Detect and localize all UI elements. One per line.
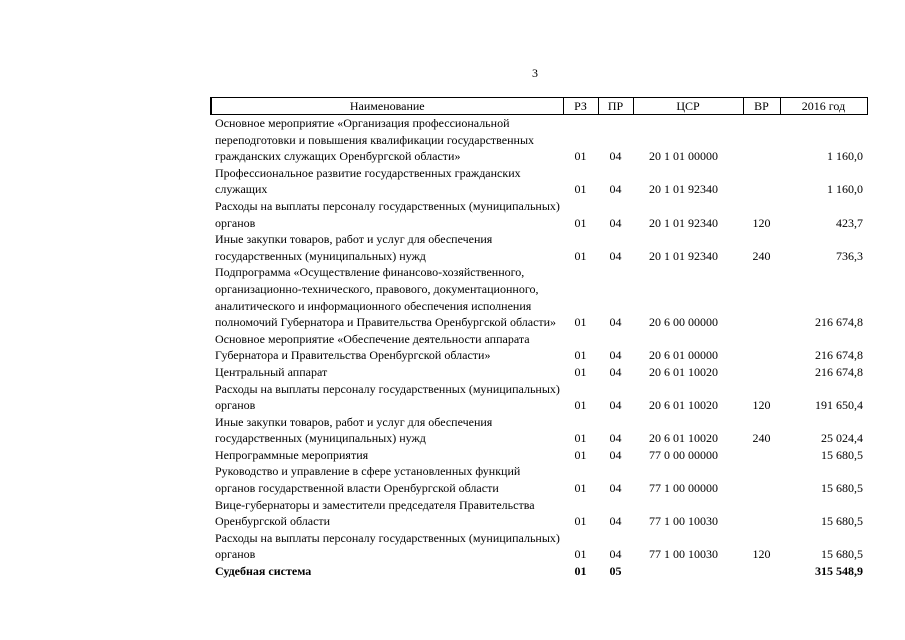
row-rz: 01 — [574, 447, 587, 462]
row-name: Основное мероприятие «Организация профессиональной переподготовки и повышения квалификации государственных гражданских служащих Оренбургской области» — [215, 116, 535, 164]
row-rz: 01 — [574, 149, 587, 164]
row-csr: 20 6 01 10020 — [649, 364, 718, 379]
row-csr: 77 1 00 10030 — [649, 514, 718, 529]
row-pr: 04 — [609, 215, 622, 230]
row-csr: 20 1 01 00000 — [649, 149, 718, 164]
row-vr: 120 — [752, 547, 771, 562]
row-amount: 736,3 — [836, 248, 863, 263]
row-amount: 191 650,4 — [815, 398, 863, 413]
row-rz: 01 — [574, 215, 587, 230]
row-name: Расходы на выплаты персоналу государственных (муниципальных) органов — [215, 198, 560, 230]
row-pr: 04 — [609, 315, 622, 330]
row-pr: 04 — [609, 481, 622, 496]
row-name: Иные закупки товаров, работ и услуг для обеспечения государственных (муниципальных) нужд — [215, 232, 493, 263]
row-name: Профессиональное развитие государственных гражданских служащих — [215, 165, 521, 197]
table-row — [211, 231, 867, 264]
row-csr: 20 6 01 10020 — [649, 398, 718, 413]
row-vr — [743, 115, 780, 165]
row-rz: 01 — [574, 481, 587, 496]
table-row — [211, 497, 867, 530]
row-vr: 240 — [752, 248, 771, 263]
row-amount: 15 680,5 — [821, 447, 863, 462]
table-row — [211, 264, 867, 330]
table-row — [211, 115, 867, 165]
table-row — [211, 463, 867, 496]
row-amount: 423,7 — [836, 215, 863, 230]
row-rz: 01 — [574, 547, 587, 562]
table-row — [211, 530, 867, 563]
row-rz: 01 — [574, 364, 587, 379]
row-vr — [743, 165, 780, 198]
row-pr: 04 — [609, 364, 622, 379]
row-name: Руководство и управление в сфере установленных функций органов государственной власти Оренбургской области — [215, 464, 521, 496]
row-vr — [743, 331, 780, 364]
row-csr: 77 0 00 00000 — [649, 447, 718, 462]
row-amount: 25 024,4 — [821, 431, 863, 446]
row-amount: 315 548,9 — [815, 564, 863, 579]
row-pr: 04 — [609, 514, 622, 529]
row-csr: 20 6 01 00000 — [649, 348, 718, 363]
table-row — [211, 364, 867, 381]
table-row — [211, 381, 867, 414]
row-name: Основное мероприятие «Обеспечение деятельности аппарата Губернатора и Правительства Оренбургской области» — [215, 331, 530, 363]
table-row — [211, 447, 867, 464]
row-name: Подпрограмма «Осуществление финансово-хозяйственного, организационно-технического, правового, документационного, аналитического и информационного обеспечения исполнения полномочий Губернатора и Правительства Оренбургской области» — [215, 265, 557, 330]
table-body — [211, 115, 867, 580]
row-pr: 04 — [609, 149, 622, 164]
header-csr: ЦСР — [633, 98, 743, 115]
row-pr: 04 — [609, 547, 622, 562]
row-vr — [743, 497, 780, 530]
header-year: 2016 год — [780, 98, 867, 115]
header-vr: ВР — [743, 98, 780, 115]
row-name: Непрограммные мероприятия — [215, 447, 369, 462]
row-amount: 1 160,0 — [827, 149, 863, 164]
table-header-row — [211, 98, 867, 115]
row-pr: 04 — [609, 348, 622, 363]
row-rz: 01 — [574, 431, 587, 446]
row-rz: 01 — [574, 248, 587, 263]
row-rz: 01 — [574, 348, 587, 363]
header-rz: РЗ — [563, 98, 598, 115]
row-amount: 15 680,5 — [821, 481, 863, 496]
row-csr: 20 1 01 92340 — [649, 248, 718, 263]
row-vr: 120 — [752, 215, 771, 230]
header-pr: ПР — [598, 98, 633, 115]
row-amount: 216 674,8 — [815, 364, 863, 379]
row-csr: 20 6 01 10020 — [649, 431, 718, 446]
row-amount: 15 680,5 — [821, 514, 863, 529]
row-amount: 1 160,0 — [827, 182, 863, 197]
row-vr — [743, 563, 780, 580]
row-amount: 15 680,5 — [821, 547, 863, 562]
row-csr: 77 1 00 10030 — [649, 547, 718, 562]
table-row — [211, 198, 867, 231]
row-csr: 20 1 01 92340 — [649, 182, 718, 197]
row-name: Центральный аппарат — [215, 364, 328, 379]
table-row — [211, 165, 867, 198]
row-name: Расходы на выплаты персоналу государственных (муниципальных) органов — [215, 381, 560, 413]
row-vr — [743, 264, 780, 330]
row-name: Иные закупки товаров, работ и услуг для обеспечения государственных (муниципальных) нужд — [215, 414, 493, 446]
row-name: Расходы на выплаты персоналу государственных (муниципальных) органов — [215, 530, 560, 562]
row-vr: 120 — [752, 398, 771, 413]
table-row — [211, 414, 867, 447]
row-rz: 01 — [574, 398, 587, 413]
row-pr: 04 — [609, 447, 622, 462]
row-amount: 216 674,8 — [815, 348, 863, 363]
row-vr: 240 — [752, 431, 771, 446]
row-rz: 01 — [574, 315, 587, 330]
row-name: Судебная система — [215, 564, 312, 579]
row-amount: 216 674,8 — [815, 315, 863, 330]
row-pr: 05 — [609, 564, 622, 579]
table-row — [211, 563, 867, 580]
row-rz: 01 — [574, 514, 587, 529]
row-rz: 01 — [574, 564, 587, 579]
header-name: Наименование — [211, 98, 563, 115]
row-csr: 20 6 00 00000 — [649, 315, 718, 330]
row-pr: 04 — [609, 398, 622, 413]
row-pr: 04 — [609, 182, 622, 197]
row-vr — [743, 364, 780, 381]
row-pr: 04 — [609, 431, 622, 446]
row-rz: 01 — [574, 182, 587, 197]
row-csr: 77 1 00 00000 — [649, 481, 718, 496]
row-csr: 20 1 01 92340 — [649, 215, 718, 230]
budget-table — [210, 97, 868, 580]
row-vr — [743, 463, 780, 496]
row-name: Вице-губернаторы и заместители председателя Правительства Оренбургской области — [215, 497, 535, 529]
row-vr — [743, 447, 780, 464]
row-csr — [633, 563, 743, 580]
table-row — [211, 331, 867, 364]
page-number: 3 — [532, 66, 538, 80]
row-pr: 04 — [609, 248, 622, 263]
